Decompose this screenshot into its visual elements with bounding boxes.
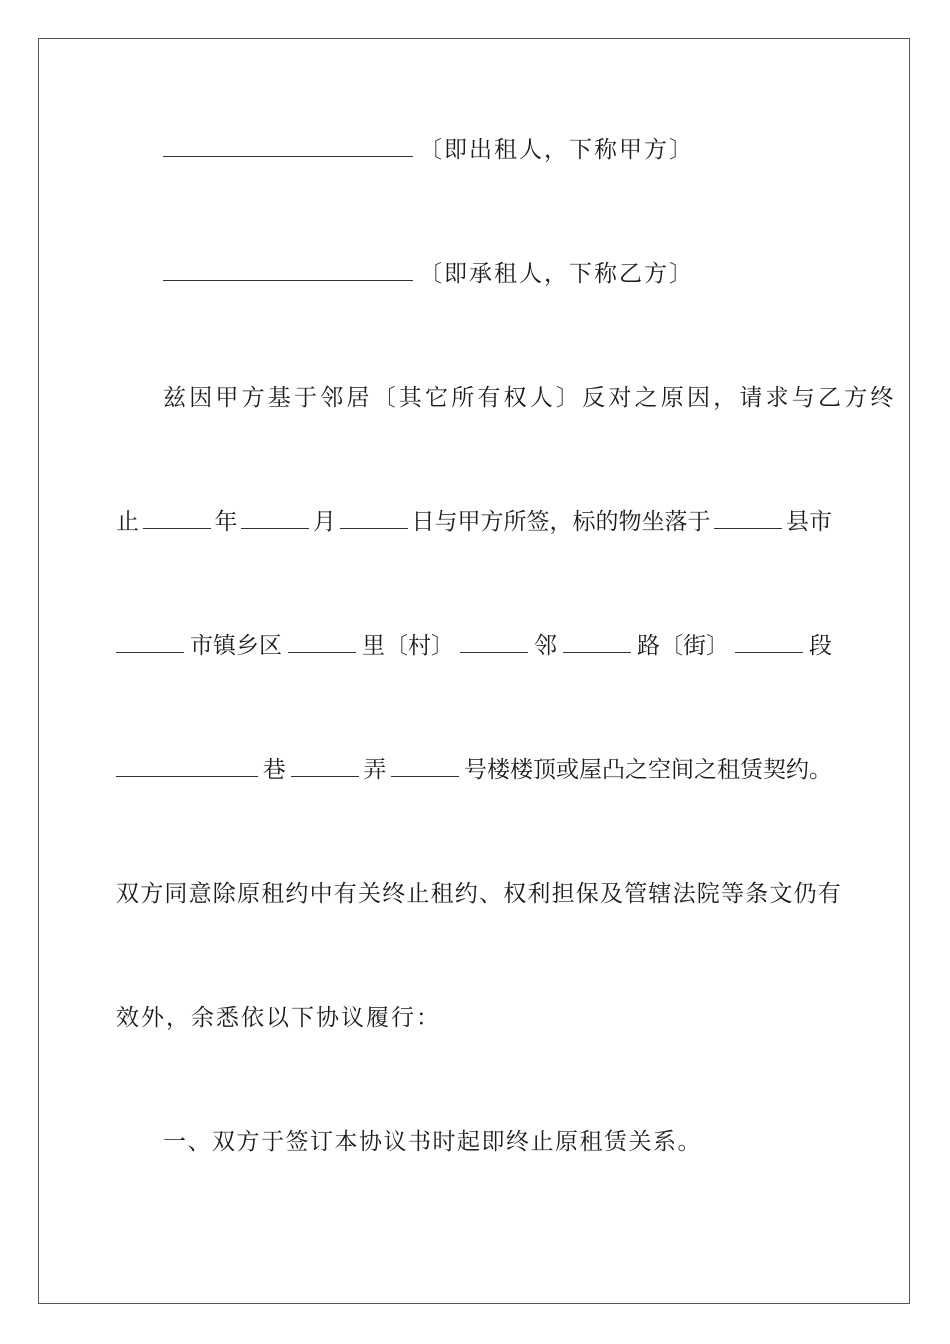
paragraph-2-line-1: 双方同意除原租约中有关终止租约、权利担保及管辖法院等条文仍有 [116,881,842,907]
party-b-name-blank[interactable] [163,258,413,281]
text-road: 路〔街〕 [637,633,729,659]
road-blank[interactable] [563,630,631,653]
text-township: 市镇乡区 [190,633,282,659]
text-section: 段 [809,633,832,659]
text-village: 里〔村〕 [362,633,454,659]
text-year: 年 [214,509,238,535]
text-county-city: 县市 [786,509,832,535]
text-number-contract: 号楼楼顶或屋凸之空间之租赁契约。 [463,757,832,783]
paragraph-2-line-2: 效外，余悉依以下协议履行： [116,1005,441,1031]
party-a-label: 〔即出租人，下称甲方〕 [419,137,694,163]
party-b-label: 〔即承租人，下称乙方〕 [419,261,694,287]
page-border [38,38,910,1304]
paragraph-1-line-3 [116,630,832,662]
text-neighborhood: 邻 [534,633,557,659]
paragraph-1-line-4 [116,754,832,786]
section-blank[interactable] [735,630,803,653]
village-blank[interactable] [288,630,356,653]
neighborhood-blank[interactable] [460,630,528,653]
number-blank[interactable] [391,754,459,777]
year-blank[interactable] [143,506,211,529]
party-a-name-blank[interactable] [163,134,413,157]
paragraph-1-line-1: 兹因甲方基于邻居〔其它所有权人〕反对之原因，请求与乙方终 [163,385,897,411]
party-a-line [163,134,832,166]
lane-blank[interactable] [116,754,258,777]
party-b-line [163,258,832,290]
day-blank[interactable] [340,506,408,529]
text-month: 月 [313,509,336,535]
text-zhi: 止 [116,509,139,535]
township-blank[interactable] [116,630,184,653]
text-day-location: 日与甲方所签，标的物坐落于 [411,509,711,535]
clause-1: 一、双方于签订本协议书时起即终止原租赁关系。 [163,1129,702,1155]
month-blank[interactable] [241,506,309,529]
paragraph-1-line-2 [116,506,832,538]
county-city-blank[interactable] [714,506,782,529]
text-alley: 弄 [363,757,387,783]
text-lane: 巷 [262,757,286,783]
alley-blank[interactable] [291,754,359,777]
